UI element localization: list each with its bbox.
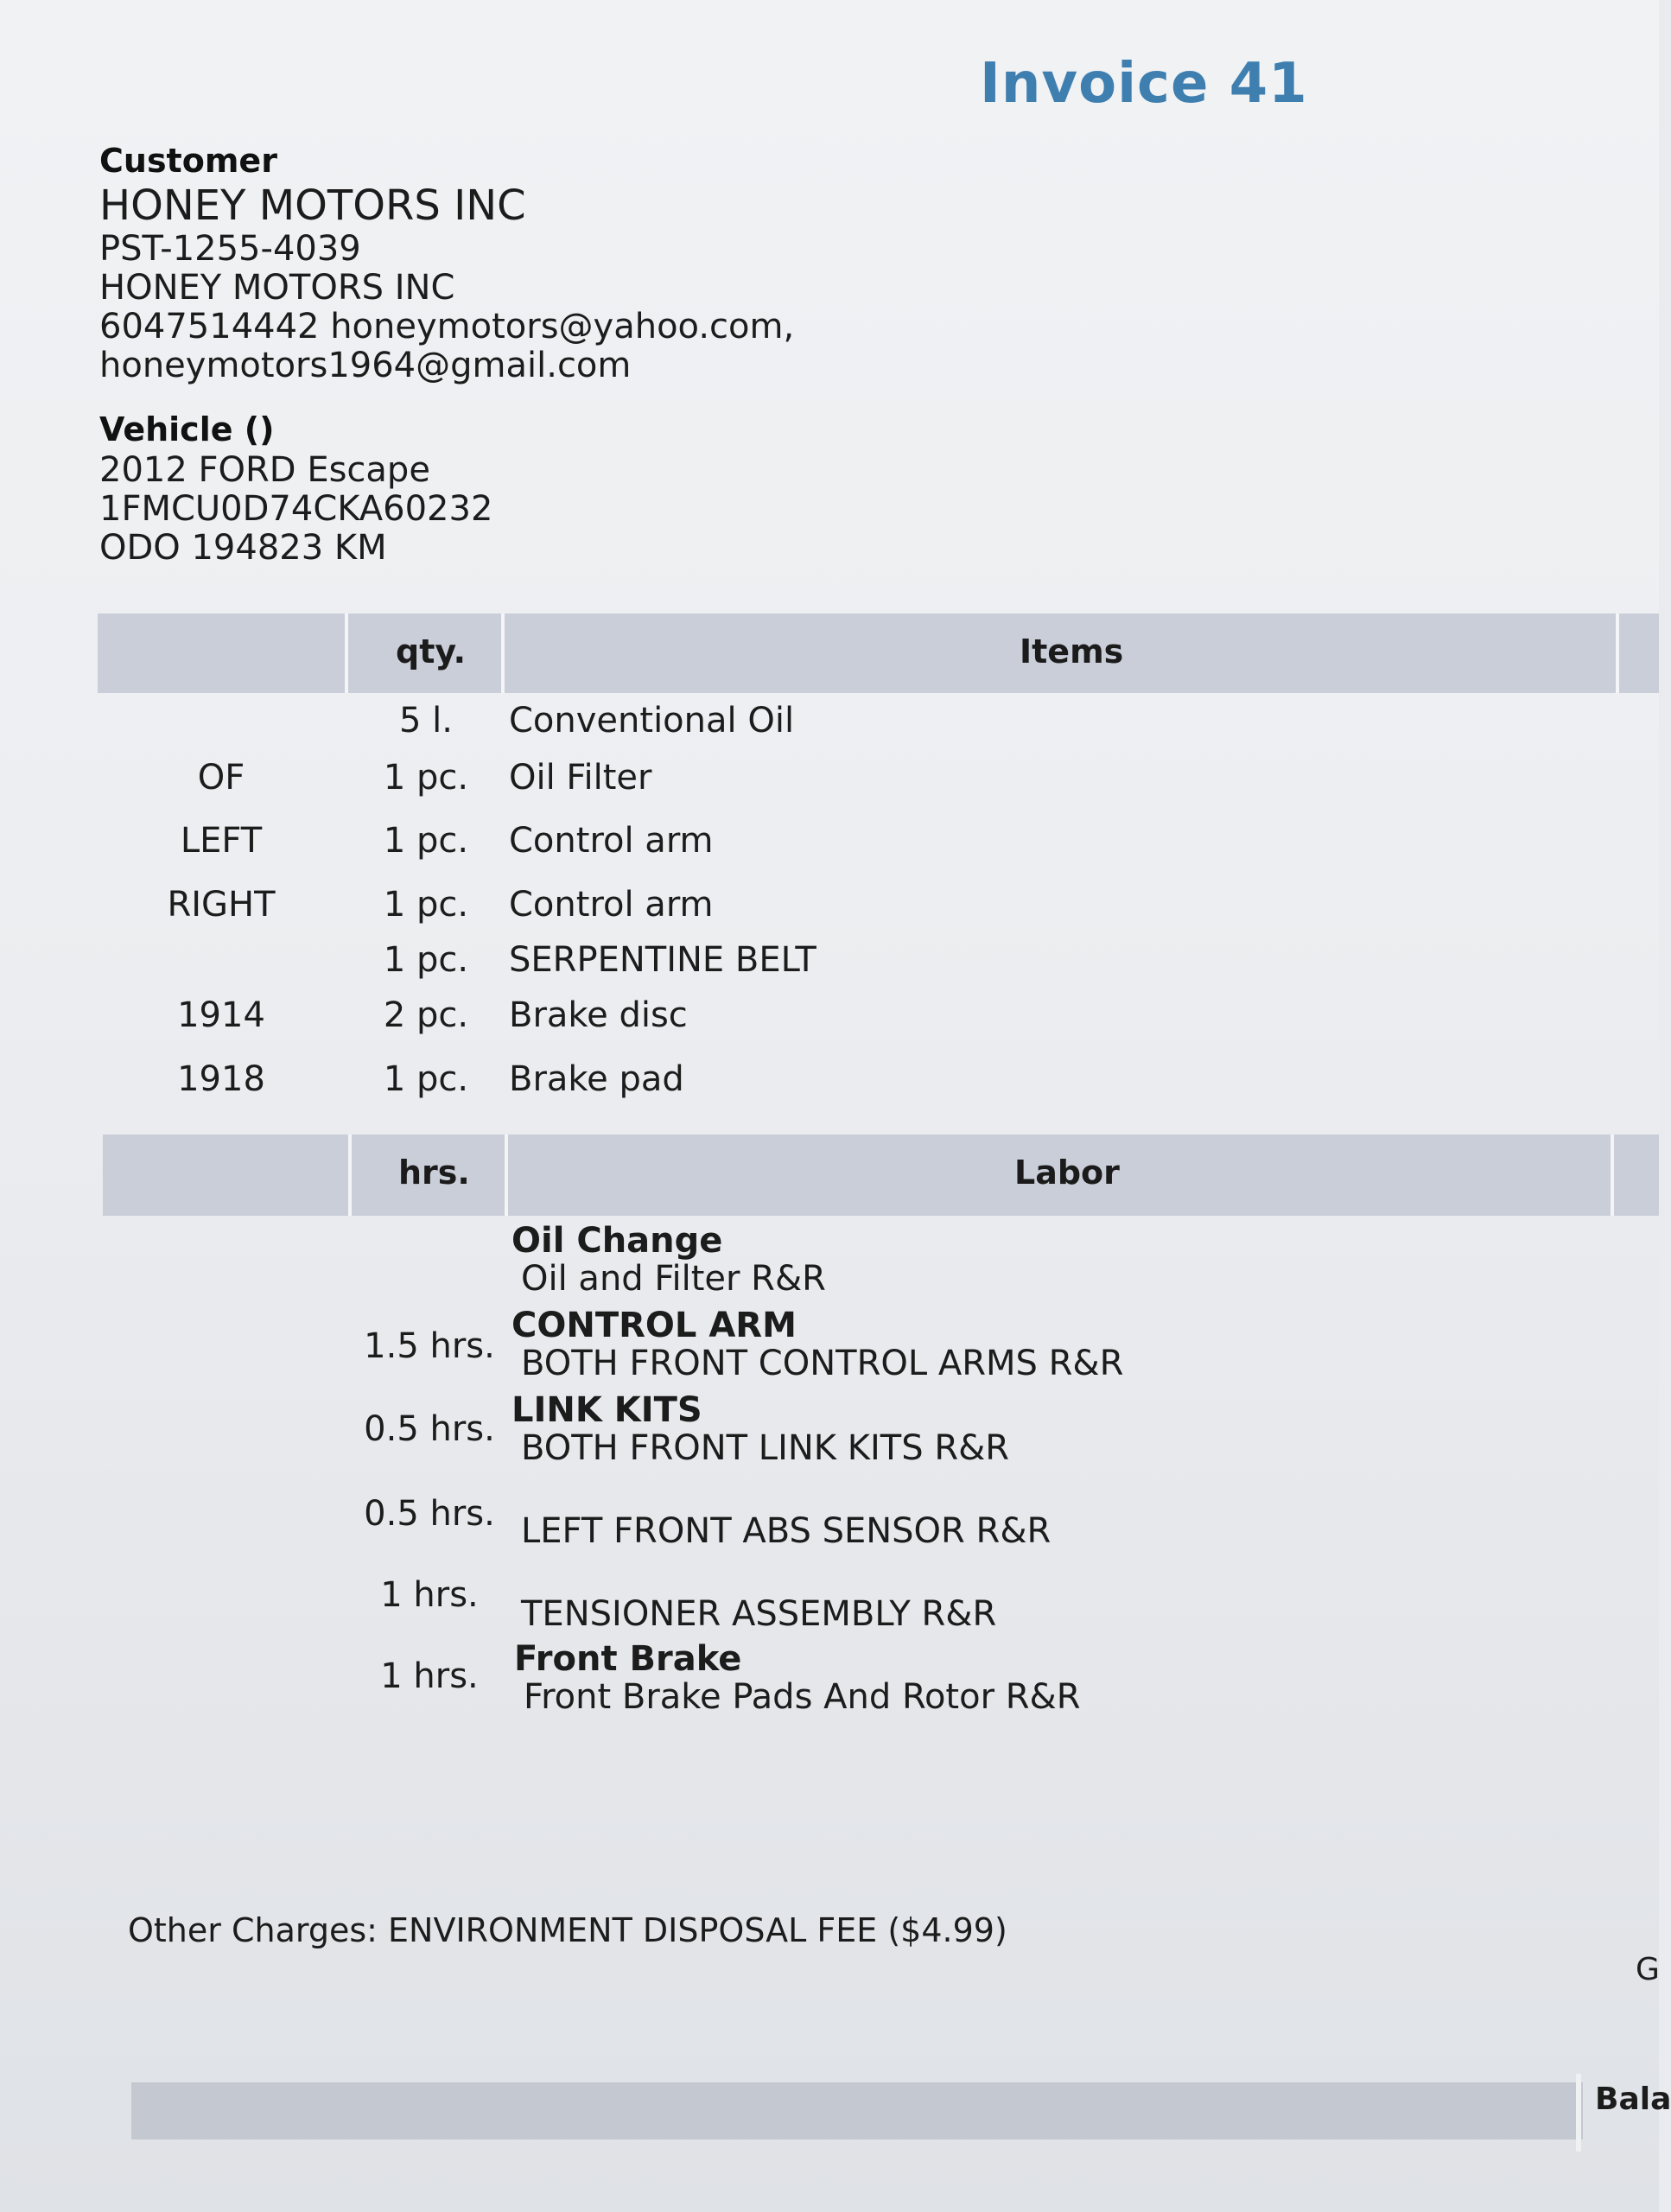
labor-hours: 1 hrs. [380,1656,479,1696]
item-description: Control arm [509,821,714,861]
vehicle-odometer: ODO 194823 KM [99,528,387,568]
item-description: Brake disc [509,995,688,1035]
labor-title: Oil Change [511,1221,723,1261]
labor-hours: 1.5 hrs. [364,1326,495,1366]
items-header-divider [501,613,505,693]
vehicle-block [99,408,492,568]
hrs-header: hrs. [398,1154,470,1192]
items-header-divider [345,613,348,693]
labor-header: Labor [1014,1154,1120,1192]
item-qty: 1 pc. [383,1059,469,1099]
item-qty: 1 pc. [383,885,469,925]
item-code: LEFT [180,821,263,861]
item-qty: 1 pc. [383,821,469,861]
labor-detail: BOTH FRONT LINK KITS R&R [521,1428,1010,1468]
labor-header-divider [348,1135,352,1216]
item-code: OF [197,758,245,798]
customer-label: Customer [99,142,277,180]
balance-label: Bala [1595,2082,1671,2117]
item-qty: 2 pc. [383,995,469,1035]
labor-title: LINK KITS [511,1390,702,1430]
items-header-divider [1616,613,1619,693]
customer-contact: 6047514442 honeymotors@yahoo.com, [99,307,795,346]
items-header-bar [98,613,1659,693]
vehicle-vin: 1FMCU0D74CKA60232 [99,489,493,529]
item-qty: 1 pc. [383,758,469,798]
customer-account: PST-1255-4039 [99,229,361,269]
other-charges: Other Charges: ENVIRONMENT DISPOSAL FEE ($4.99) [128,1911,1007,1949]
item-qty: 1 pc. [383,940,469,980]
edge-text-g: G [1636,1952,1660,1987]
invoice-title: Invoice 41 [980,52,1308,116]
labor-hours: 0.5 hrs. [364,1494,495,1534]
item-description: Conventional Oil [509,701,795,741]
item-code: 1914 [177,995,265,1035]
vehicle-model: 2012 FORD Escape [99,450,430,490]
labor-header-bar [103,1135,1659,1216]
labor-hours: 1 hrs. [380,1575,479,1615]
labor-title: Front Brake [514,1639,742,1679]
labor-detail: TENSIONER ASSEMBLY R&R [521,1594,997,1634]
labor-header-divider [505,1135,508,1216]
item-description: Oil Filter [509,758,652,798]
labor-header-divider [1611,1135,1614,1216]
vehicle-label: Vehicle () [99,410,275,448]
item-code: RIGHT [167,885,276,925]
balance-bar [131,2082,1583,2139]
labor-detail: Oil and Filter R&R [521,1259,826,1299]
labor-detail: LEFT FRONT ABS SENSOR R&R [521,1511,1052,1551]
customer-block [99,140,794,385]
labor-title: CONTROL ARM [511,1306,797,1345]
item-description: SERPENTINE BELT [509,940,816,980]
labor-detail: Front Brake Pads And Rotor R&R [524,1677,1081,1717]
item-description: Brake pad [509,1059,684,1099]
item-code: 1918 [177,1059,265,1099]
balance-bar-divider [1576,2074,1581,2152]
labor-detail: BOTH FRONT CONTROL ARMS R&R [521,1344,1124,1383]
qty-header: qty. [396,632,467,671]
item-description: Control arm [509,885,714,925]
item-qty: 5 l. [399,701,453,741]
customer-email: honeymotors1964@gmail.com [99,346,632,385]
customer-company: HONEY MOTORS INC [99,268,455,308]
labor-hours: 0.5 hrs. [364,1409,495,1449]
items-header: Items [1020,632,1124,671]
customer-name: HONEY MOTORS INC [99,181,526,230]
